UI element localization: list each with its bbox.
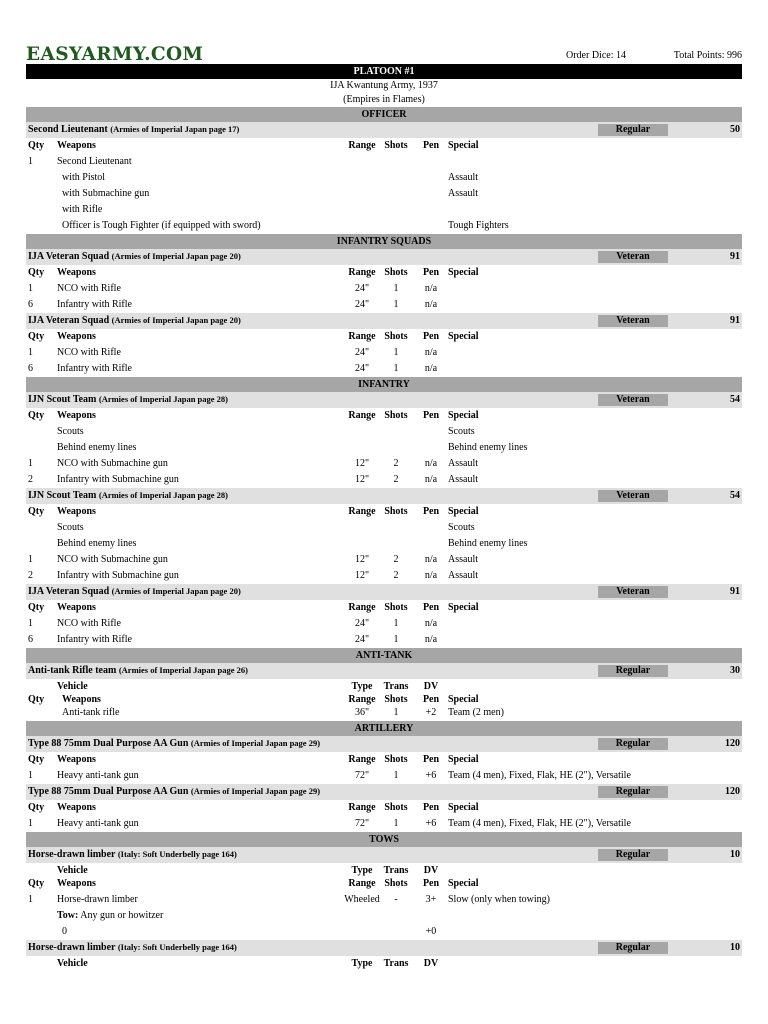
range-cell: 12" [354,570,370,581]
pen-cell: n/a [424,618,438,629]
type-header: Type [351,681,373,692]
weapon-row [26,202,742,218]
unit-points: 10 [730,849,740,860]
special-header: Special [448,267,479,278]
unit-name [28,315,241,326]
unit-book-reference: (Italy: Soft Underbelly page 164) [117,849,237,859]
unit-name [28,665,248,676]
qty-cell: 1 [28,156,33,167]
range-cell: 24" [354,363,370,374]
weapon-cell: with Pistol [62,172,106,183]
qty-cell: 1 [28,458,33,469]
special-cell: Assault [448,458,478,469]
special-header: Special [448,331,479,342]
section-anti-tank: ANTI-TANK [26,648,742,663]
weapon-cell: NCO with Rifle [57,347,121,358]
unit-points: 91 [730,586,740,597]
weapon-cell: Scouts [57,522,84,533]
unit-book-reference: (Armies of Imperial Japan page 28) [98,394,228,404]
unit-book-reference: (Armies of Imperial Japan page 26) [118,665,248,675]
unit-name-text: Type 88 75mm Dual Purpose AA Gun [28,786,189,797]
unit-header [26,784,742,800]
tow-pen: +0 [425,926,437,937]
special-cell: Team (4 men), Fixed, Flak, HE (2"), Versatile [448,818,631,829]
unit-points: 30 [730,665,740,676]
range-header: Range [348,754,376,765]
special-cell: Slow (only when towing) [448,894,550,905]
unit-list [26,107,742,969]
shots-cell: 1 [393,770,399,781]
weapon-cell: Infantry with Rifle [57,363,132,374]
unit-header [26,122,742,138]
shots-header: Shots [384,754,408,765]
weapon-row [26,281,742,297]
unit-book-reference: (Armies of Imperial Japan page 20) [111,251,241,261]
qty-cell: 1 [28,818,33,829]
section-infantry: INFANTRY [26,377,742,392]
weapon-cell: Heavy anti-tank gun [57,770,139,781]
section-officer: OFFICER [26,107,742,122]
weapon-cell: NCO with Rifle [57,618,121,629]
shots-cell: 2 [393,570,399,581]
trans-header: Trans [383,681,409,692]
weapon-cell: Behind enemy lines [57,538,137,549]
weapon-row [26,170,742,186]
shots-cell: 2 [393,458,399,469]
trans-header: Trans [383,865,409,876]
range-header: Range [348,694,376,705]
weapons-header: Weapons [62,694,101,705]
experience-badge: Regular [598,786,668,798]
pen-header: Pen [422,878,440,889]
dv-header: DV [423,865,439,876]
weapons-header: Weapons [57,140,96,151]
unit-points: 120 [725,786,740,797]
unit-points: 91 [730,315,740,326]
weapons-header: Weapons [57,331,96,342]
range-cell: 24" [354,618,370,629]
special-header: Special [448,506,479,517]
pen-cell: n/a [424,363,438,374]
unit-header [26,940,742,956]
unit-name [28,490,228,501]
pen-header: Pen [422,754,440,765]
weapon-row [26,552,742,568]
pen-cell: n/a [424,634,438,645]
range-cell: Wheeled [344,894,380,905]
unit-name-text: Type 88 75mm Dual Purpose AA Gun [28,738,189,749]
column-header-row [26,504,742,520]
shots-header: Shots [384,802,408,813]
experience-badge: Regular [598,942,668,954]
unit-header [26,584,742,600]
unit-name [28,251,241,262]
special-header: Special [448,754,479,765]
range-cell: 72" [354,818,370,829]
column-header-row [26,138,742,154]
pen-header: Pen [422,410,440,421]
unit-book-reference: (Armies of Imperial Japan page 29) [190,738,321,748]
special-cell: Assault [448,172,478,183]
experience-badge: Regular [598,665,668,677]
trans-header: Trans [383,958,409,969]
shots-header: Shots [384,267,408,278]
weapon-cell: Second Lieutenant [57,156,132,167]
section-artillery: ARTILLERY [26,721,742,736]
range-header: Range [348,331,376,342]
range-header: Range [348,602,376,613]
unit-name-text: IJA Veteran Squad [28,315,110,326]
shots-header: Shots [384,506,408,517]
experience-badge: Veteran [598,394,668,406]
range-cell: 72" [354,770,370,781]
unit-header [26,736,742,752]
unit-name-text: Horse-drawn limber [28,942,116,953]
tow-label: Tow: [57,910,79,921]
qty-header: Qty [28,140,45,151]
weapon-cell: NCO with Rifle [57,283,121,294]
shots-cell: 1 [393,299,399,310]
weapon-row [26,616,742,632]
weapon-row [26,297,742,313]
type-header: Type [351,865,373,876]
unit-book-reference: (Italy: Soft Underbelly page 164) [117,942,237,952]
unit-name [28,786,320,797]
unit-header [26,663,742,679]
shots-header: Shots [384,694,408,705]
pen-header: Pen [422,267,440,278]
shots-cell: 2 [393,474,399,485]
weapon-row [26,536,742,552]
pen-cell: n/a [424,283,438,294]
unit-name [28,586,241,597]
shots-header: Shots [384,410,408,421]
qty-cell: 1 [28,894,33,905]
unit-name [28,394,228,405]
qty-cell: 1 [28,618,33,629]
range-cell: 24" [354,299,370,310]
unit-points: 54 [730,490,740,501]
range-header: Range [348,410,376,421]
experience-badge: Regular [598,124,668,136]
pen-cell: n/a [424,554,438,565]
shots-cell: 1 [393,618,399,629]
shots-cell: 1 [393,363,399,374]
weapon-cell: Horse-drawn limber [57,894,138,905]
column-header-row [26,329,742,345]
unit-name-text: Horse-drawn limber [28,849,116,860]
page-header [26,44,742,64]
weapon-row [26,186,742,202]
range-cell: 12" [354,474,370,485]
unit-points: 54 [730,394,740,405]
qty-cell: 6 [28,299,33,310]
weapon-row [26,568,742,584]
shots-cell: 1 [393,707,399,718]
qty-cell: 1 [28,554,33,565]
weapon-cell: Behind enemy lines [57,442,137,453]
special-header: Special [448,802,479,813]
unit-header [26,249,742,265]
column-header-row [26,800,742,816]
total-points: Total Points: 996 [673,50,742,61]
range-header: Range [348,140,376,151]
weapon-cell: with Rifle [62,204,103,215]
site-logo[interactable]: EASYARMY.COM [26,44,204,65]
special-cell: Assault [448,188,478,199]
experience-badge: Veteran [598,315,668,327]
pen-header: Pen [422,602,440,613]
special-header: Special [448,694,479,705]
weapons-header: Weapons [57,754,96,765]
unit-header [26,488,742,504]
vehicle-header-row [26,679,742,692]
qty-header: Qty [28,602,45,613]
qty-cell: 1 [28,283,33,294]
section-tows: TOWS [26,832,742,847]
shots-cell: 1 [393,634,399,645]
special-cell: Scouts [448,522,475,533]
range-header: Range [348,267,376,278]
order-dice: Order Dice: 14 [566,50,626,61]
weapon-row [26,632,742,648]
qty-cell: 6 [28,634,33,645]
special-cell: Team (2 men) [448,707,504,718]
qty-header: Qty [28,267,45,278]
type-header: Type [351,958,373,969]
vehicle-header-row [26,863,742,876]
pen-header: Pen [422,694,440,705]
unit-book-reference: (Armies of Imperial Japan page 20) [111,586,241,596]
unit-points: 10 [730,942,740,953]
weapons-header: Weapons [57,267,96,278]
weapon-row [26,361,742,377]
qty-header: Qty [28,410,45,421]
pen-header: Pen [422,506,440,517]
pen-cell: n/a [424,299,438,310]
vehicle-header: Vehicle [57,865,88,876]
weapon-cell: Scouts [57,426,84,437]
unit-name-text: IJA Veteran Squad [28,586,110,597]
weapon-cell: Anti-tank rifle [62,707,120,718]
weapons-header: Weapons [57,506,96,517]
weapon-row [26,816,742,832]
tow-text: Any gun or howitzer [80,910,164,921]
range-cell: 24" [354,347,370,358]
army-list-page [26,44,742,969]
section-infantry-squads: INFANTRY SQUADS [26,234,742,249]
experience-badge: Regular [598,738,668,750]
shots-cell: - [394,894,398,905]
special-cell: Assault [448,474,478,485]
range-cell: 36" [354,707,370,718]
range-cell: 12" [354,458,370,469]
qty-header: Qty [28,878,45,889]
qty-header: Qty [28,802,45,813]
unit-name [28,849,237,860]
weapon-row [26,424,742,440]
weapon-row [26,768,742,784]
weapon-cell: Infantry with Submachine gun [57,570,179,581]
unit-name [28,942,237,953]
column-header-row [26,408,742,424]
tow-description [57,910,163,921]
pen-cell: +6 [425,818,437,829]
unit-header [26,313,742,329]
pen-header: Pen [422,802,440,813]
range-header: Range [348,802,376,813]
shots-cell: 1 [393,347,399,358]
pen-cell: 3+ [425,894,437,905]
shots-cell: 1 [393,283,399,294]
unit-book-reference: (Armies of Imperial Japan page 29) [190,786,321,796]
special-cell: Behind enemy lines [448,442,528,453]
special-cell: Tough Fighters [448,220,509,231]
weapons-header: Weapons [57,878,96,889]
weapon-cell: Officer is Tough Fighter (if equipped with sword) [62,220,261,231]
weapon-row [26,345,742,361]
tow-row [26,908,742,924]
platoon-title: PLATOON #1 [26,64,742,79]
unit-name-text: Anti-tank Rifle team [28,665,117,676]
weapon-row [26,456,742,472]
tow-value-row [26,924,742,940]
unit-name-text: IJA Veteran Squad [28,251,110,262]
pen-cell: n/a [424,347,438,358]
range-header: Range [348,878,376,889]
weapon-row [26,218,742,234]
column-header-row [26,600,742,616]
weapon-row [26,520,742,536]
weapon-cell: with Submachine gun [62,188,150,199]
pen-header: Pen [422,331,440,342]
special-cell: Behind enemy lines [448,538,528,549]
pen-header: Pen [422,140,440,151]
unit-book-reference: (Armies of Imperial Japan page 17) [110,124,240,134]
unit-name-text: IJN Scout Team [28,394,97,405]
experience-badge: Veteran [598,251,668,263]
dv-header: DV [423,681,439,692]
special-header: Special [448,602,479,613]
weapon-cell: NCO with Submachine gun [57,554,168,565]
weapons-header: Weapons [57,602,96,613]
special-cell: Assault [448,570,478,581]
unit-name-text: Second Lieutenant [28,124,108,135]
shots-header: Shots [384,140,408,151]
qty-cell: 2 [28,570,33,581]
special-cell: Scouts [448,426,475,437]
special-cell: Assault [448,554,478,565]
experience-badge: Veteran [598,490,668,502]
vehicle-header-row [26,956,742,969]
weapon-row [26,892,742,908]
weapon-row [26,154,742,170]
pen-cell: n/a [424,458,438,469]
qty-cell: 1 [28,347,33,358]
qty-header: Qty [28,331,45,342]
weapons-header: Weapons [57,410,96,421]
pen-cell: +6 [425,770,437,781]
experience-badge: Veteran [598,586,668,598]
unit-name-text: IJN Scout Team [28,490,97,501]
special-header: Special [448,140,479,151]
weapon-cell: Heavy anti-tank gun [57,818,139,829]
special-header: Special [448,878,479,889]
army-name: IJA Kwantung Army, 1937 [330,80,438,91]
unit-points: 50 [730,124,740,135]
unit-points: 120 [725,738,740,749]
weapon-row [26,440,742,456]
vehicle-header: Vehicle [57,681,88,692]
vehicle-header: Vehicle [57,958,88,969]
unit-book-reference: (Armies of Imperial Japan page 28) [98,490,228,500]
qty-header: Qty [28,506,45,517]
army-book: (Empires in Flames) [343,94,425,105]
shots-cell: 2 [393,554,399,565]
qty-cell: 2 [28,474,33,485]
pen-cell: +2 [425,707,437,718]
qty-cell: 6 [28,363,33,374]
column-header-row [26,876,742,892]
unit-header [26,847,742,863]
dv-header: DV [423,958,439,969]
qty-header: Qty [28,754,45,765]
qty-header: Qty [28,694,45,705]
unit-header [26,392,742,408]
special-header: Special [448,410,479,421]
shots-header: Shots [384,878,408,889]
weapon-row [26,472,742,488]
unit-book-reference: (Armies of Imperial Japan page 20) [111,315,241,325]
tow-qty: 0 [62,926,67,937]
range-cell: 24" [354,283,370,294]
range-cell: 24" [354,634,370,645]
pen-cell: n/a [424,474,438,485]
weapon-cell: Infantry with Submachine gun [57,474,179,485]
unit-name [28,738,320,749]
shots-header: Shots [384,602,408,613]
range-cell: 12" [354,554,370,565]
weapons-header: Weapons [57,802,96,813]
column-header-row [26,752,742,768]
weapon-row [26,705,742,721]
weapon-cell: Infantry with Rifle [57,634,132,645]
shots-header: Shots [384,331,408,342]
experience-badge: Regular [598,849,668,861]
shots-cell: 1 [393,818,399,829]
unit-name [28,124,239,135]
weapon-cell: Infantry with Rifle [57,299,132,310]
special-cell: Team (4 men), Fixed, Flak, HE (2"), Versatile [448,770,631,781]
weapon-cell: NCO with Submachine gun [57,458,168,469]
column-header-row [26,265,742,281]
pen-cell: n/a [424,570,438,581]
range-header: Range [348,506,376,517]
column-header-row [26,692,742,705]
unit-points: 91 [730,251,740,262]
qty-cell: 1 [28,770,33,781]
